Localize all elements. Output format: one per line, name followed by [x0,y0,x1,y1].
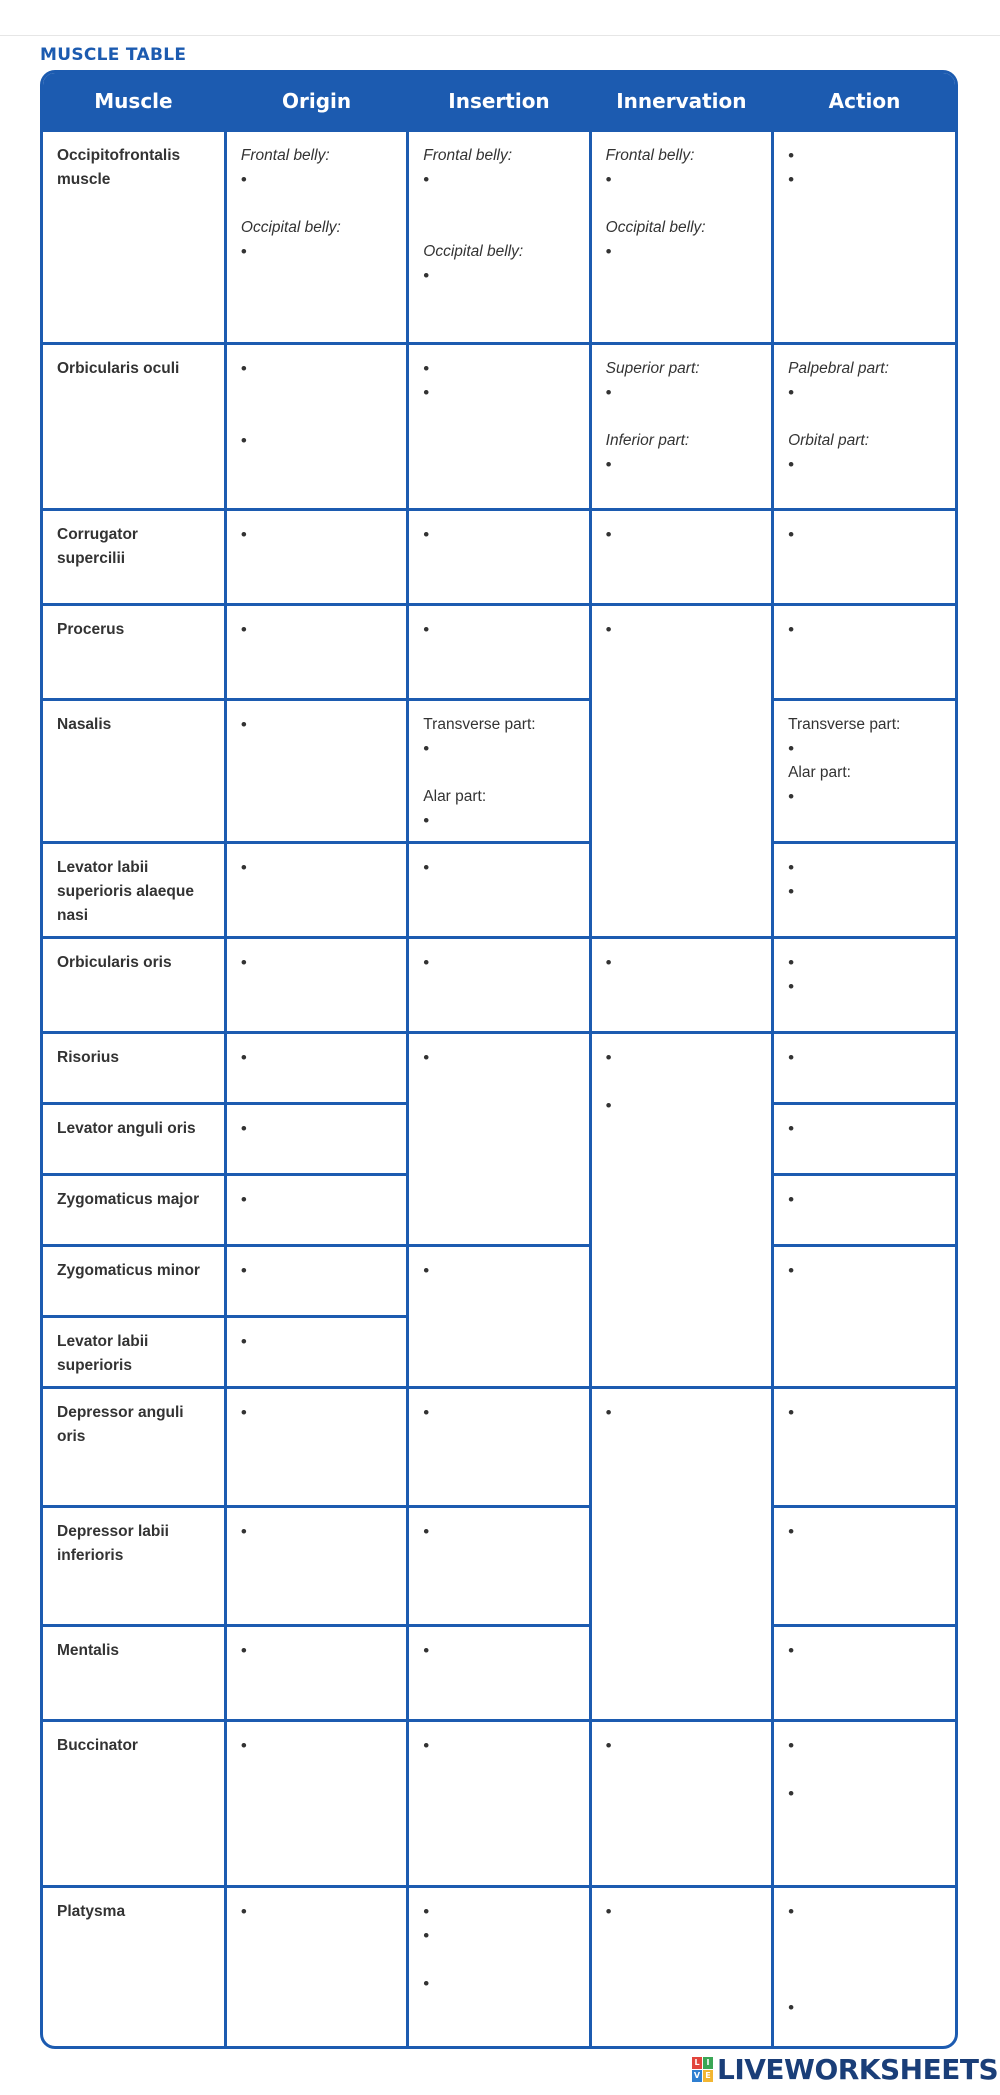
table-row [43,344,955,510]
bullet[interactable] [423,1734,574,1758]
logo-letter: V [693,2070,701,2080]
origin-cell[interactable] [225,700,407,843]
bullet[interactable] [241,951,392,975]
insertion-cell[interactable] [408,1887,590,2050]
muscle-name: Procerus [43,605,225,700]
bullet[interactable] [241,240,392,264]
bullet[interactable] [788,1782,941,1806]
insertion-cell[interactable] [408,1246,590,1388]
part-label: Alar part: [788,764,851,781]
header-innervation: Innervation [590,73,772,131]
header-action: Action [773,73,955,131]
action-cell[interactable] [773,1887,955,2050]
bullet[interactable] [788,785,941,809]
origin-cell[interactable] [225,1721,407,1887]
bullet[interactable] [423,381,574,405]
action-cell[interactable] [773,700,955,843]
insertion-cell[interactable] [408,1388,590,1507]
bullet[interactable] [788,1996,941,2020]
part-label: Occipital belly: [240,219,341,236]
muscle-name: Mentalis [43,1626,225,1721]
bullet[interactable] [423,951,574,975]
origin-cell[interactable] [225,605,407,700]
muscle-name: Nasalis [43,700,225,843]
logo-letter: L [692,2057,702,2069]
insertion-cell[interactable] [408,1507,590,1626]
origin-cell[interactable] [225,344,407,510]
bullet[interactable] [606,618,757,642]
bullet[interactable] [423,264,574,288]
bullet[interactable] [788,618,941,642]
bullet[interactable] [241,1520,392,1544]
origin-cell[interactable] [225,1246,407,1317]
bullet[interactable] [423,809,574,833]
muscle-name: Orbicularis oris [43,938,225,1033]
header-row [43,73,955,131]
table-row [43,131,955,344]
bullet[interactable] [423,523,574,547]
origin-cell[interactable] [225,1317,407,1388]
innervation-cell[interactable] [590,1388,772,1721]
part-label: Occipital belly: [423,243,524,260]
table-row [43,938,955,1033]
innervation-cell[interactable] [590,131,772,344]
part-label: Palpebral part: [788,360,889,377]
bullet[interactable] [241,1734,392,1758]
action-cell[interactable] [773,938,955,1033]
bullet[interactable] [241,1639,392,1663]
part-label: Inferior part: [605,432,690,449]
innervation-cell[interactable] [590,510,772,605]
table-row [43,605,955,700]
action-cell[interactable] [773,1721,955,1887]
table-row [43,1887,955,2050]
bullet[interactable] [423,1046,574,1070]
bullet[interactable] [423,168,574,192]
muscle-name: Orbicularis oculi [43,344,225,510]
action-cell[interactable] [773,1388,955,1507]
origin-cell[interactable] [225,938,407,1033]
muscle-name: Zygomaticus major [43,1175,225,1246]
bullet[interactable] [606,1046,757,1070]
muscle-name: Platysma [43,1887,225,2050]
action-cell[interactable] [773,1033,955,1104]
action-cell[interactable] [773,605,955,700]
bullet[interactable] [788,168,941,192]
muscle-table [40,70,958,2049]
bullet[interactable] [423,1520,574,1544]
bullet[interactable] [423,618,574,642]
muscle-name: Occipitofrontalis muscle [43,131,225,344]
bullet[interactable] [788,453,941,477]
page-title: MUSCLE TABLE [40,45,187,65]
bullet[interactable] [788,144,941,168]
liveworksheets-logo [692,2054,998,2084]
bullet[interactable] [241,618,392,642]
origin-cell[interactable] [225,1175,407,1246]
bullet[interactable] [788,1188,941,1212]
action-cell[interactable] [773,1507,955,1626]
bullet[interactable] [788,1259,941,1283]
bullet[interactable] [423,1900,574,1924]
bullet[interactable] [788,381,941,405]
bullet[interactable] [423,1259,574,1283]
bullet[interactable] [788,1639,941,1663]
bullet[interactable] [241,357,392,381]
bullet[interactable] [241,1188,392,1212]
action-cell[interactable] [773,344,955,510]
logo-letter: E [703,2070,713,2082]
bullet[interactable] [788,523,941,547]
bullet[interactable] [606,523,757,547]
bullet[interactable] [241,1117,392,1141]
insertion-cell[interactable] [408,1626,590,1721]
logo-icon [692,2057,713,2082]
bullet[interactable] [606,240,757,264]
origin-cell[interactable] [225,1626,407,1721]
innervation-cell[interactable] [590,938,772,1033]
muscle-name: Depressor anguli oris [43,1388,225,1507]
bullet[interactable] [788,1046,941,1070]
part-label: Transverse part: [423,716,536,733]
bullet[interactable] [241,713,392,737]
muscle-name: Levator labii superioris alaeque nasi [43,843,225,938]
bullet[interactable] [423,1639,574,1663]
muscle-name: Levator anguli oris [43,1104,225,1175]
bullet[interactable] [241,168,392,192]
innervation-cell[interactable] [590,1033,772,1388]
bullet[interactable] [606,1401,757,1425]
bullet[interactable] [788,975,941,999]
logo-letter: I [703,2057,713,2069]
origin-cell[interactable] [225,1887,407,2050]
table-row [43,1721,955,1887]
part-label: Superior part: [605,360,700,377]
action-cell[interactable] [773,1104,955,1175]
origin-cell[interactable] [225,131,407,344]
action-cell[interactable] [773,510,955,605]
bullet[interactable] [788,737,941,761]
bullet[interactable] [606,168,757,192]
bullet[interactable] [423,357,574,381]
insertion-cell[interactable] [408,843,590,938]
insertion-cell[interactable] [408,700,590,843]
muscle-name: Corrugator supercilii [43,510,225,605]
insertion-cell[interactable] [408,938,590,1033]
bullet[interactable] [241,1259,392,1283]
origin-cell[interactable] [225,510,407,605]
table-row [43,1507,955,1626]
innervation-cell[interactable] [590,1887,772,2050]
top-divider [0,35,1000,36]
bullet[interactable] [606,1734,757,1758]
header-origin: Origin [225,73,407,131]
bullet[interactable] [606,381,757,405]
bullet[interactable] [241,1330,392,1354]
bullet[interactable] [423,1924,574,1948]
table-row [43,1033,955,1104]
table-row [43,1626,955,1721]
insertion-cell[interactable] [408,131,590,344]
bullet[interactable] [788,1900,941,1924]
bullet[interactable] [606,453,757,477]
header-insertion: Insertion [408,73,590,131]
muscle-name: Zygomaticus minor [43,1246,225,1317]
bullet[interactable] [241,1900,392,1924]
insertion-cell[interactable] [408,344,590,510]
bullet[interactable] [241,1046,392,1070]
muscle-name: Depressor labii inferioris [43,1507,225,1626]
bullet[interactable] [788,1117,941,1141]
muscle-name: Levator labii superioris [43,1317,225,1388]
action-cell[interactable] [773,131,955,344]
bullet[interactable] [423,1972,574,1996]
action-cell[interactable] [773,1175,955,1246]
part-label: Frontal belly: [423,147,513,164]
insertion-cell[interactable] [408,510,590,605]
insertion-cell[interactable] [408,605,590,700]
bullet[interactable] [423,737,574,761]
bullet[interactable] [788,856,941,880]
header-muscle: Muscle [43,73,225,131]
bullet[interactable] [606,1094,757,1118]
part-label: Orbital part: [788,432,870,449]
bullet[interactable] [423,1401,574,1425]
part-label: Occipital belly: [605,219,706,236]
bullet[interactable] [788,1520,941,1544]
innervation-cell[interactable] [590,1721,772,1887]
bullet[interactable] [606,951,757,975]
action-cell[interactable] [773,1626,955,1721]
table-row [43,700,955,843]
part-label: Alar part: [423,788,487,805]
action-cell[interactable] [773,843,955,938]
origin-cell[interactable] [225,1104,407,1175]
bullet[interactable] [241,429,392,453]
table-row [43,1246,955,1317]
bullet[interactable] [241,1401,392,1425]
origin-cell[interactable] [225,1388,407,1507]
origin-cell[interactable] [225,843,407,938]
bullet[interactable] [241,523,392,547]
innervation-cell[interactable] [590,605,772,938]
part-label: Frontal belly: [240,147,330,164]
table-row [43,1388,955,1507]
table-row [43,510,955,605]
part-label: Frontal belly: [605,147,695,164]
muscle-name: Buccinator [43,1721,225,1887]
bullet[interactable] [788,1401,941,1425]
muscle-name: Risorius [43,1033,225,1104]
origin-cell[interactable] [225,1507,407,1626]
logo-text: LIVEWORKSHEETS [717,2052,999,2086]
bullet[interactable] [606,1900,757,1924]
part-label: Transverse part: [788,716,901,733]
innervation-cell[interactable] [590,344,772,510]
action-cell[interactable] [773,1246,955,1388]
insertion-cell[interactable] [408,1033,590,1246]
insertion-cell[interactable] [408,1721,590,1887]
bullet[interactable] [423,856,574,880]
bullet[interactable] [788,1734,941,1758]
bullet[interactable] [788,880,941,904]
origin-cell[interactable] [225,1033,407,1104]
bullet[interactable] [788,951,941,975]
bullet[interactable] [241,856,392,880]
table-row [43,843,955,938]
